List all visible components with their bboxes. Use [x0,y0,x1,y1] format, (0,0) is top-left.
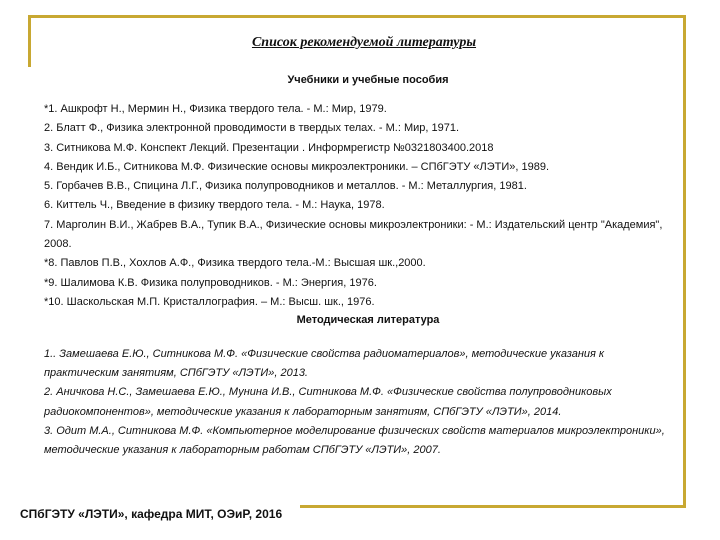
reference-item: 7. Марголин В.И., Жабрев В.А., Тупик В.А., Физические основы микроэлектроники: - М.: Издательский центр "Академия", 2008. [44,218,663,251]
reference-item: *8. Павлов П.В., Хохлов А.Ф., Физика твердого тела.-М.: Высшая шк.,2000. [44,257,426,270]
reference-item: *1. Ашкрофт Н., Мермин Н., Физика твердого тела. - М.: Мир, 1979. [44,103,387,115]
reference-item: *10. Шаскольская М.П. Кристаллография. – М.: Высш. шк., 1976. [44,295,375,308]
reference-item: *9. Шалимова К.В. Физика полупроводников. - М.: Энергия, 1976. [44,276,377,289]
methodical-item: 2. Аничкова Н.С., Замешаева Е.Ю., Мунина И.В., Ситникова М.Ф. «Физические свойства полупроводниковых радиокомпонентов», методические указания к лабораторным занятиям, СПбГЭТУ «ЛЭТИ», 2014. [44,386,612,418]
reference-item: 2. Блатт Ф., Физика электронной проводимости в твердых телах. - М.: Мир, 1971. [44,122,460,135]
methodical-heading: Методическая литература [296,314,440,326]
textbooks-heading: Учебники и учебные пособия [287,74,449,86]
footer-text: СПбГЭТУ «ЛЭТИ», кафедра МИТ, ОЭиР, 2016 [20,507,283,521]
methodical-item: 1.. Замешаева Е.Ю., Ситникова М.Ф. «Физические свойства радиоматериалов», методические указания к практическим занятиям, СПбГЭТУ «ЛЭТИ», 2013. [44,348,605,380]
reference-item: 3. Ситникова М.Ф. Конспект Лекций. Презентации . Информрегистр №0321803400.2018 [44,141,494,154]
reference-item: 6. Киттель Ч., Введение в физику твердого тела. - М.: Наука, 1978. [44,199,385,212]
reference-list [44,100,684,312]
methodical-list [44,345,674,460]
reference-item: 5. Горбачев В.В., Спицина Л.Г., Физика полупроводников и металлов. - М.: Металлургия, 1981. [44,180,527,193]
reference-item: 4. Вендик И.Б., Ситникова М.Ф. Физические основы микроэлектроники. – СПбГЭТУ «ЛЭТИ», 1989. [44,160,550,173]
page-title: Список рекомендуемой литературы [251,35,477,50]
frame-top-line [28,15,686,18]
methodical-item: 3. Одит М.А., Ситникова М.Ф. «Компьютерное моделирование физических свойств материалов микроэлектроники», методические указания к лабораторным работам СПбГЭТУ «ЛЭТИ», 2007. [44,424,665,457]
frame-bottom-line [300,505,686,508]
